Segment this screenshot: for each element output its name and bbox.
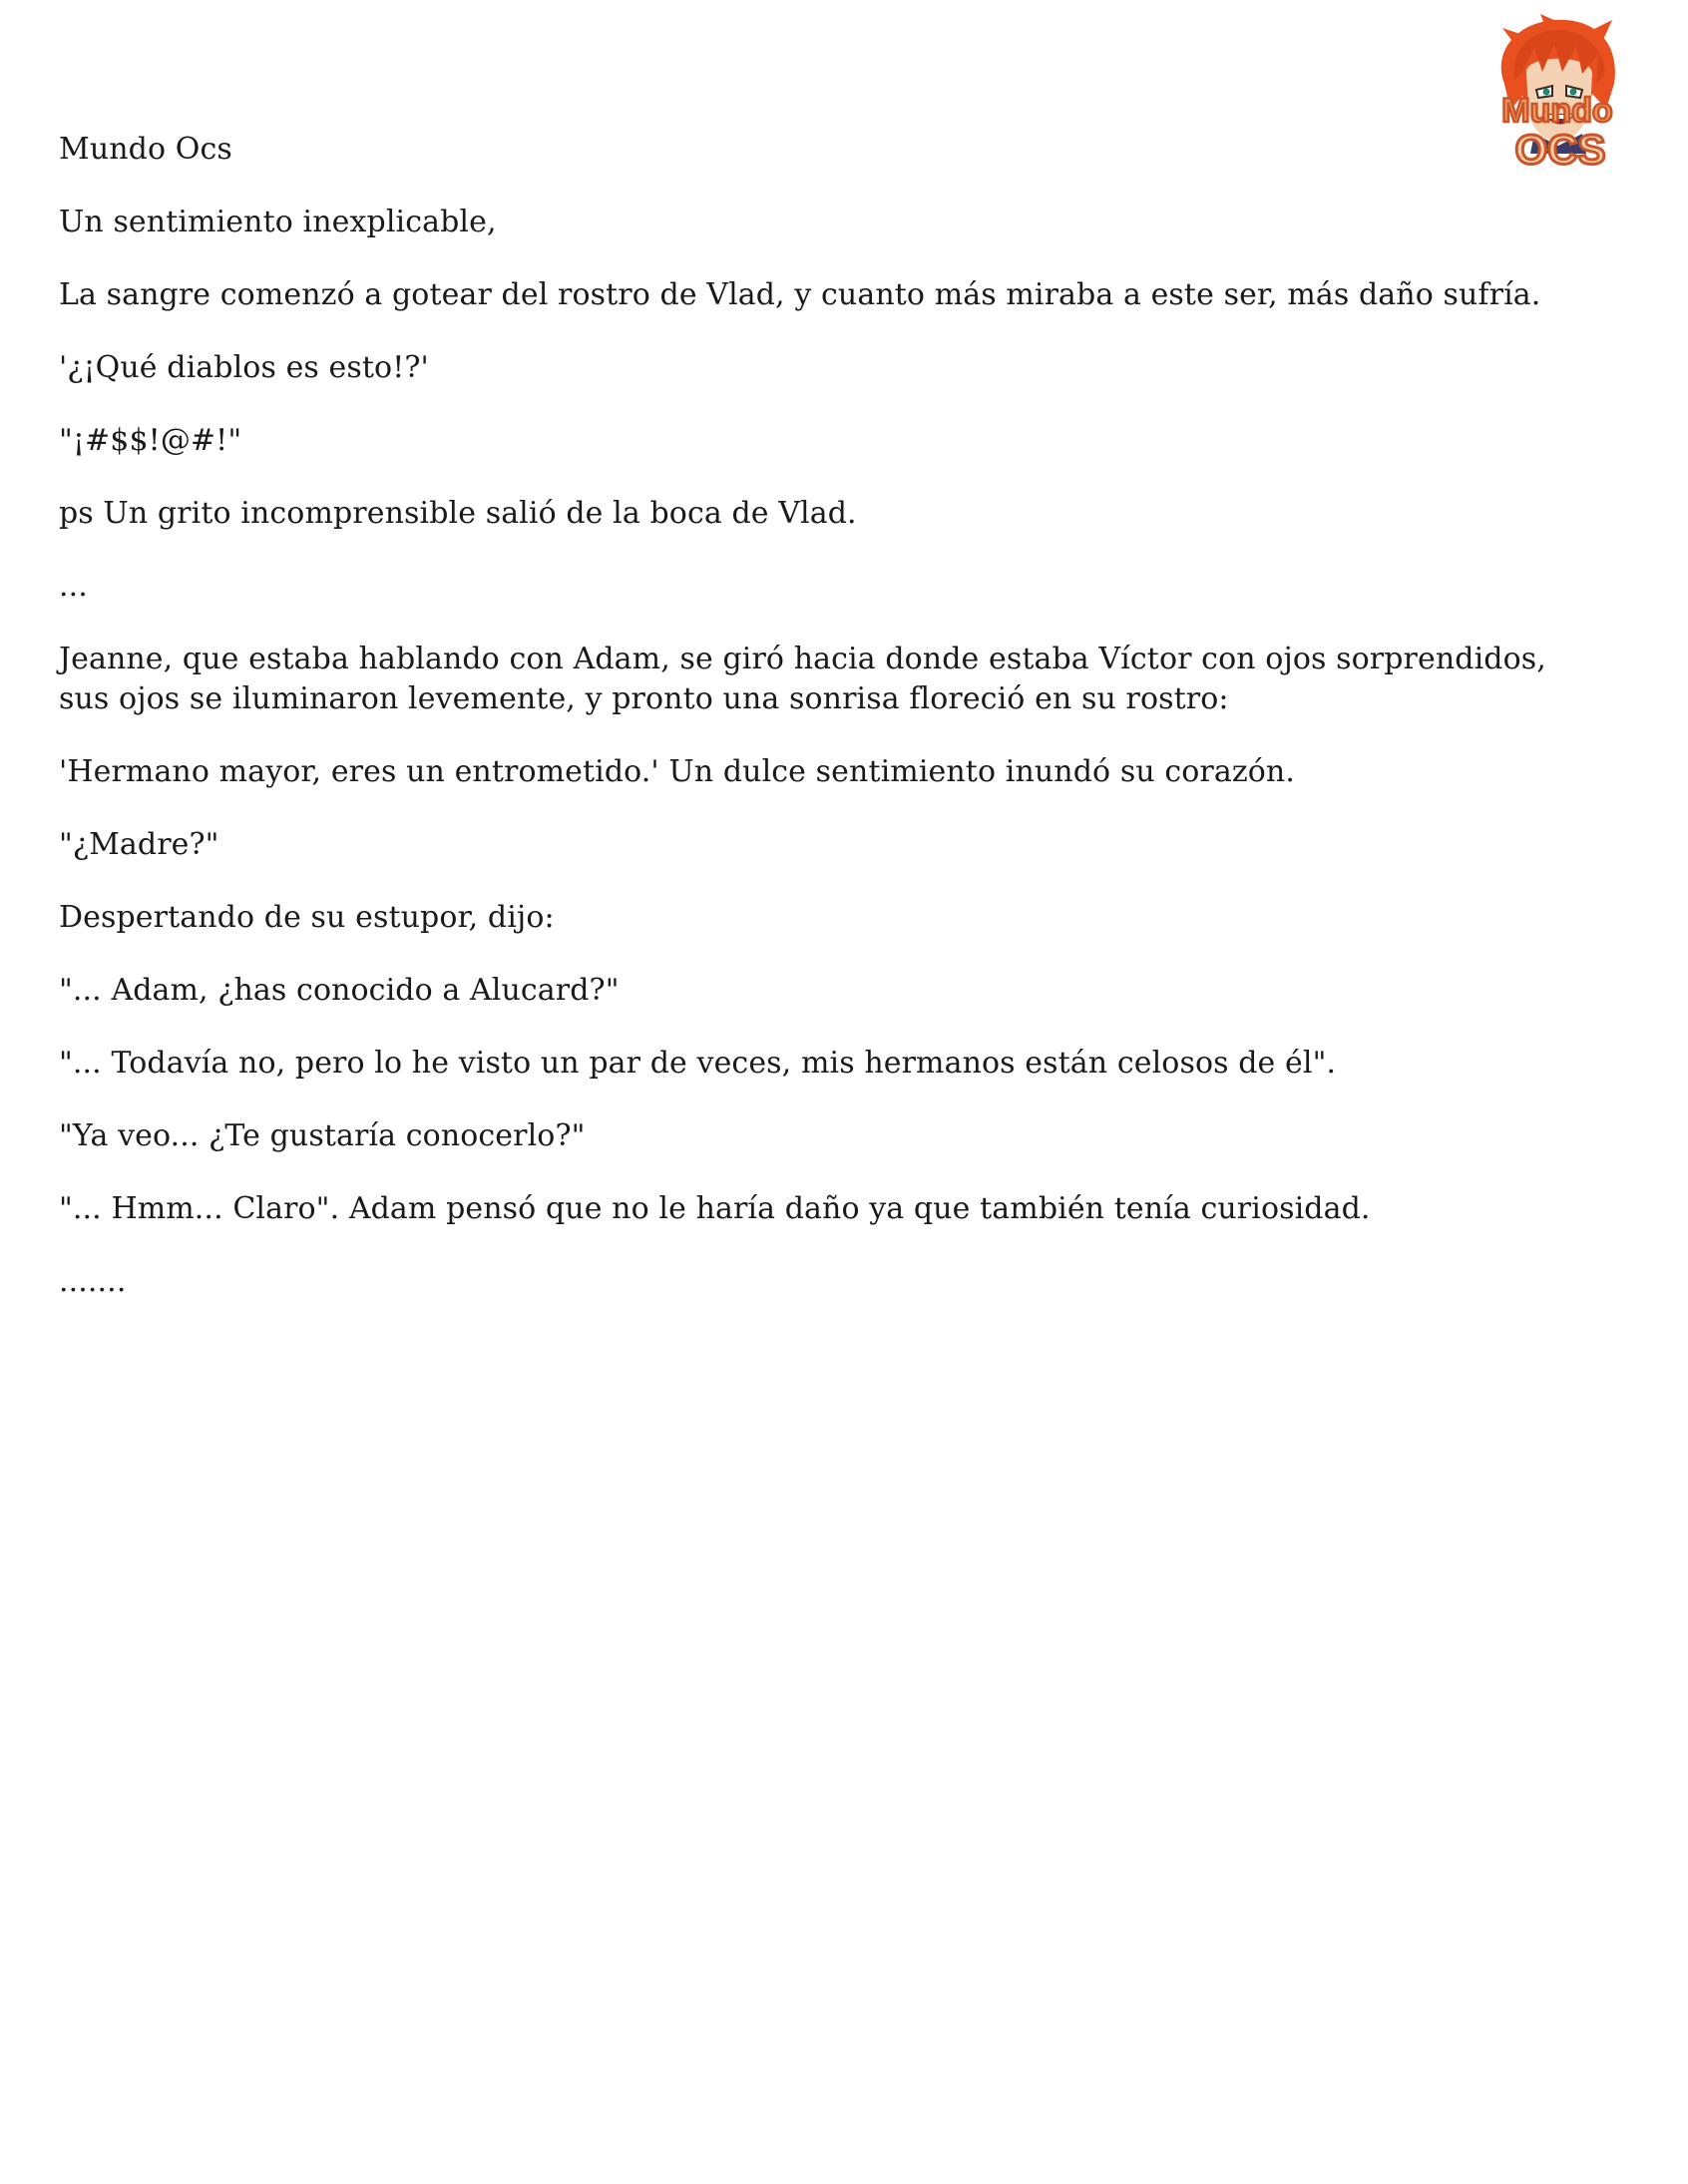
paragraph: '¿¡Qué diablos es esto!?' [59,350,429,385]
paragraph: "¡#$$!@#!" [59,423,242,458]
paragraph: ... [59,569,88,604]
paragraph: "¿Madre?" [59,827,219,862]
paragraph: ps Un grito incomprensible salió de la boca de Vlad. [59,496,857,531]
paragraph: "... Adam, ¿has conocido a Alucard?" [59,973,620,1008]
paragraph: ....... [59,1264,127,1299]
logo-text-bottom: OCS [1514,126,1606,173]
paragraph: Un sentimiento inexplicable, [59,205,497,239]
document-body [59,130,1595,1335]
paragraph: "Ya veo... ¿Te gustaría conocerlo?" [59,1118,586,1153]
paragraph: Mundo Ocs [59,132,232,167]
logo-text-top: Mundo [1501,92,1613,130]
paragraph: 'Hermano mayor, eres un entrometido.' Un dulce sentimiento inundó su corazón. [59,754,1295,789]
paragraph: "... Hmm... Claro". Adam pensó que no le haría daño ya que también tenía curiosidad. [59,1191,1371,1226]
paragraph: Jeanne, que estaba hablando con Adam, se giró hacia donde estaba Víctor con ojos sorprendidos, sus ojos se iluminaron levemente, y pronto una sonrisa floreció en su rostro: [59,642,1546,716]
paragraph: Despertando de su estupor, dijo: [59,900,555,935]
paragraph: La sangre comenzó a gotear del rostro de Vlad, y cuanto más miraba a este ser, más daño sufría. [59,277,1541,312]
paragraph: "... Todavía no, pero lo he visto un par de veces, mis hermanos están celosos de él". [59,1046,1337,1081]
